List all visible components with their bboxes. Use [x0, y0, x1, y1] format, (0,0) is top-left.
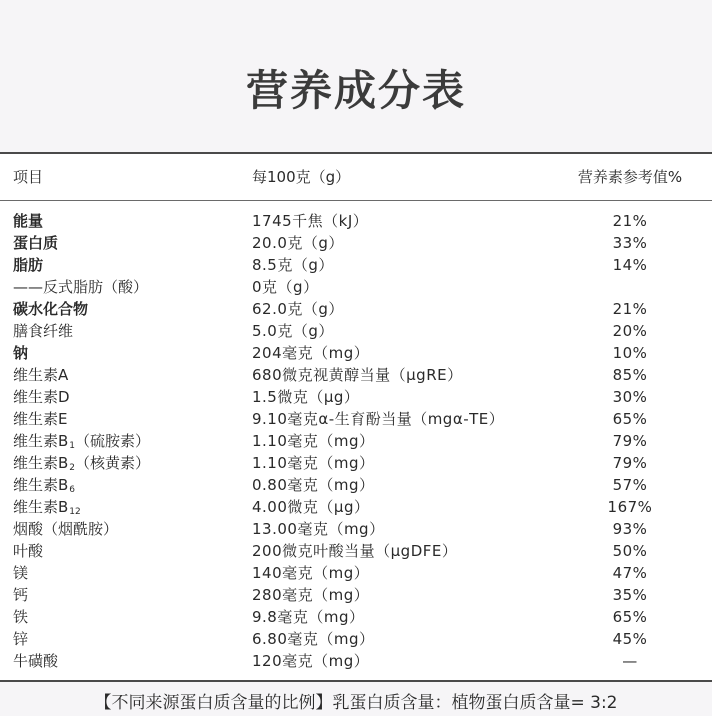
table-row: [0, 254, 712, 276]
nutrition-table: [0, 152, 712, 682]
nutrient-name: [13, 606, 28, 628]
nutrient-name: [13, 562, 28, 584]
nutrient-amount: 1.10毫克（mg）: [252, 454, 375, 472]
nutrient-nrv: 50%: [612, 542, 648, 560]
nutrient-amount: 200微克叶酸当量（μgDFE）: [252, 542, 458, 560]
nutrient-amount: 8.5克（g）: [252, 256, 334, 274]
table-row: [0, 540, 712, 562]
nutrient-name: [13, 408, 67, 430]
nutrient-label: 烟酸（烟酰胺）: [13, 520, 119, 538]
header-divider: [0, 200, 712, 201]
nutrient-label: 铁: [13, 608, 29, 626]
nutrient-amount: 13.00毫克（mg）: [252, 520, 385, 538]
nutrient-nrv: 35%: [612, 586, 648, 604]
table-row: [0, 650, 712, 672]
nutrient-name: [13, 254, 43, 276]
table-row: [0, 320, 712, 342]
nutrient-name: [13, 320, 73, 342]
nutrient-nrv: 79%: [612, 454, 648, 472]
nutrient-amount: 9.10毫克α-生育酚当量（mgα-TE）: [252, 410, 505, 428]
nutrient-name: [13, 518, 118, 540]
table-row: [0, 474, 712, 496]
nutrient-amount: 120毫克（mg）: [252, 652, 370, 670]
nutrient-amount: 9.8毫克（mg）: [252, 608, 365, 626]
table-row: [0, 518, 712, 540]
table-header: [0, 166, 712, 192]
nutrient-amount: 0克（g）: [252, 278, 319, 296]
nutrient-name: [13, 540, 43, 562]
nutrient-subscript: 12: [69, 507, 81, 517]
nutrient-name: [13, 276, 148, 298]
table-row: [0, 386, 712, 408]
nutrient-amount: 6.80毫克（mg）: [252, 630, 375, 648]
nutrient-name: [13, 386, 70, 408]
nutrient-nrv: 79%: [612, 432, 648, 450]
nutrient-name: [13, 628, 28, 650]
nutrient-suffix: （核黄素）: [75, 454, 151, 472]
page-title: 营养成分表: [245, 66, 466, 115]
nutrient-label: 镁: [13, 564, 29, 582]
nutrient-nrv: 21%: [612, 212, 648, 230]
nutrient-subscript: 6: [69, 485, 76, 495]
nutrient-label: 蛋白质: [13, 234, 59, 252]
table-row: [0, 496, 712, 518]
nutrient-label: ——反式脂肪（酸）: [13, 278, 149, 296]
nutrient-label: 维生素A: [13, 366, 69, 384]
nutrient-label: 碳水化合物: [13, 300, 89, 318]
nutrient-nrv: 20%: [612, 322, 648, 340]
nutrient-amount: 280毫克（mg）: [252, 586, 370, 604]
nutrient-label: 锌: [13, 630, 29, 648]
nutrient-nrv: 65%: [612, 410, 648, 428]
nutrient-label: 维生素B: [13, 498, 69, 516]
nutrient-suffix: （硫胺素）: [75, 432, 151, 450]
nutrient-label: 叶酸: [13, 542, 44, 560]
nutrient-nrv: 30%: [612, 388, 648, 406]
header-nrv: 营养素参考值%: [577, 168, 683, 186]
nutrient-subscript: 1: [69, 441, 76, 451]
nutrient-label: 维生素B: [13, 432, 69, 450]
table-row: [0, 342, 712, 364]
nutrient-label: 能量: [13, 212, 44, 230]
nutrient-amount: 62.0克（g）: [252, 300, 344, 318]
nutrient-subscript: 2: [69, 463, 76, 473]
nutrient-nrv: 10%: [612, 344, 648, 362]
nutrient-label: 钙: [13, 586, 29, 604]
nutrient-name: [13, 342, 28, 364]
nutrient-amount: 1745千焦（kJ）: [252, 212, 369, 230]
table-row: [0, 452, 712, 474]
nutrient-nrv: —: [622, 652, 638, 670]
table-row: [0, 606, 712, 628]
table-row: [0, 584, 712, 606]
nutrient-label: 维生素B: [13, 454, 69, 472]
nutrient-amount: 680微克视黄醇当量（μgRE）: [252, 366, 463, 384]
nutrient-name: [13, 298, 88, 320]
nutrient-label: 维生素E: [13, 410, 68, 428]
table-row: [0, 364, 712, 386]
nutrient-amount: 4.00微克（μg）: [252, 498, 370, 516]
table-row: [0, 628, 712, 650]
protein-ratio-note: 【不同来源蛋白质含量的比例】乳蛋白质含量：植物蛋白质含量= 3:2: [94, 693, 618, 713]
nutrient-amount: 140毫克（mg）: [252, 564, 370, 582]
nutrient-nrv: 85%: [612, 366, 648, 384]
nutrient-nrv: 45%: [612, 630, 648, 648]
table-row: [0, 430, 712, 452]
nutrient-nrv: 33%: [612, 234, 648, 252]
nutrient-label: 牛磺酸: [13, 652, 59, 670]
table-row: [0, 276, 712, 298]
table-row: [0, 408, 712, 430]
nutrient-nrv: 47%: [612, 564, 648, 582]
nutrient-name: [13, 232, 58, 254]
table-row: [0, 298, 712, 320]
table-row: [0, 210, 712, 232]
nutrient-nrv: 57%: [612, 476, 648, 494]
nutrient-name: [13, 584, 28, 606]
nutrient-amount: 5.0克（g）: [252, 322, 334, 340]
table-row: [0, 232, 712, 254]
nutrient-nrv: 167%: [607, 498, 653, 516]
nutrient-nrv: 14%: [612, 256, 648, 274]
nutrient-nrv: 21%: [612, 300, 648, 318]
nutrient-nrv: 93%: [612, 520, 648, 538]
nutrient-amount: 1.10毫克（mg）: [252, 432, 375, 450]
header-per100: 每100克（g）: [252, 168, 351, 186]
nutrient-amount: 204毫克（mg）: [252, 344, 370, 362]
nutrient-label: 维生素D: [13, 388, 70, 406]
nutrient-nrv: 65%: [612, 608, 648, 626]
nutrient-label: 膳食纤维: [13, 322, 74, 340]
nutrient-label: 维生素B: [13, 476, 69, 494]
nutrient-label: 钠: [13, 344, 29, 362]
nutrient-label: 脂肪: [13, 256, 44, 274]
nutrient-name: [13, 210, 43, 232]
nutrient-name: [13, 364, 68, 386]
nutrient-amount: 20.0克（g）: [252, 234, 344, 252]
table-row: [0, 562, 712, 584]
nutrient-name: [13, 650, 58, 672]
header-item: 项目: [13, 168, 44, 186]
nutrient-amount: 1.5微克（μg）: [252, 388, 360, 406]
nutrient-amount: 0.80毫克（mg）: [252, 476, 375, 494]
